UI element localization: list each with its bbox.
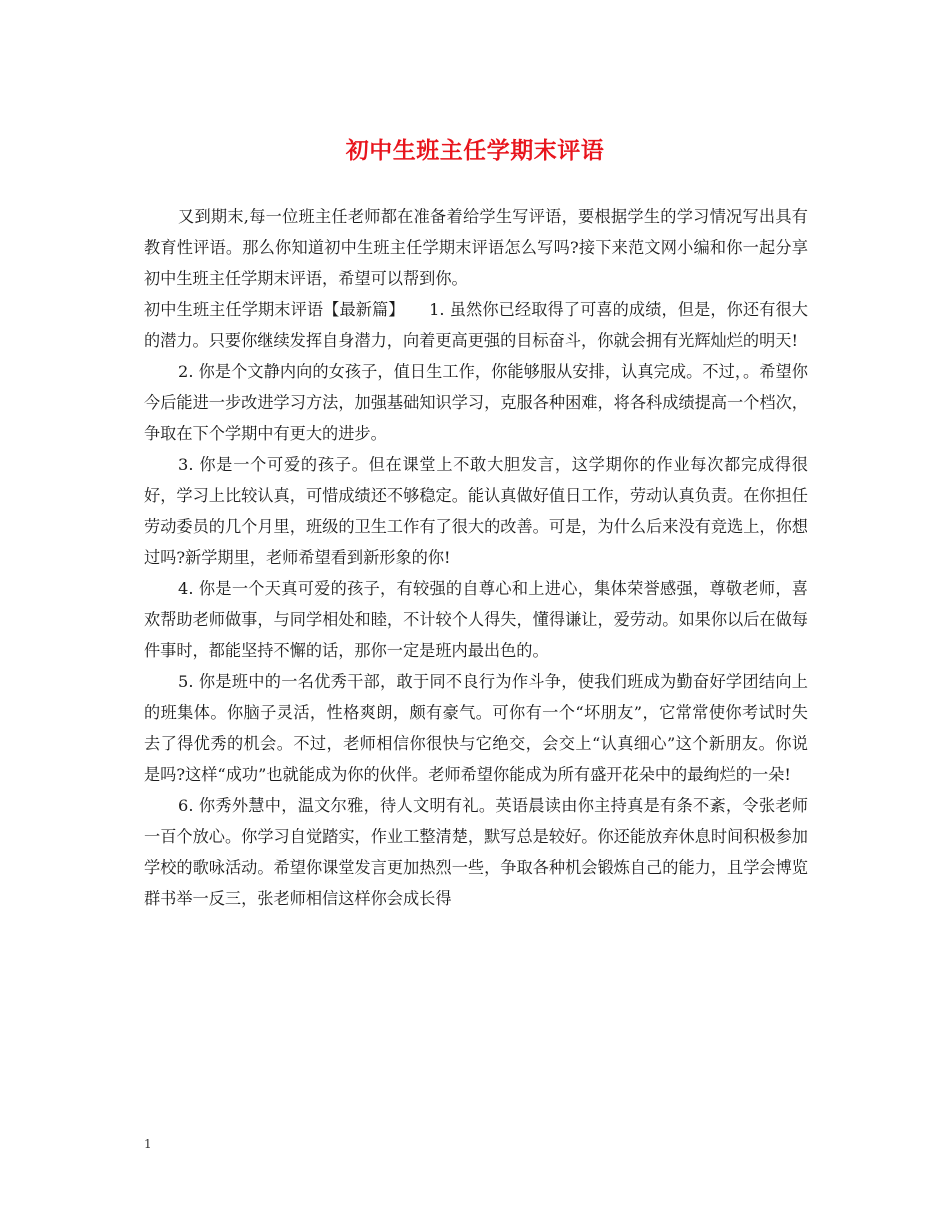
paragraph-item-6: 6. 你秀外慧中，温文尔雅，待人文明有礼。英语晨读由你主持真是有条不紊，令张老师一百个放心。你学习自觉踏实，作业工整清楚，默写总是较好。你还能放弃休息时间积极参加学校的歌咏活动。希望你课堂发言更加热烈一些，争取各种机会锻炼自己的能力，且学会博览群书举一反三，张老师相信这样你会成长得 (144, 796, 808, 908)
paragraph-item-3: 3. 你是一个可爱的孩子。但在课堂上不敢大胆发言，这学期你的作业每次都完成得很好，学习上比较认真，可惜成绩还不够稳定。能认真做好值日工作，劳动认真负责。在你担任劳动委员的几个月里，班级的卫生工作有了很大的改善。可是，为什么后来没有竞选上，你想过吗?新学期里，老师希望看到新形象的你! (144, 455, 808, 567)
paragraph-item-2: 2. 你是个文静内向的女孩子，值日生工作，你能够服从安排，认真完成。不过，。希望你今后能进一步改进学习方法，加强基础知识学习，克服各种困难，将各科成绩提高一个档次，争取在下个学期中有更大的进步。 (144, 362, 808, 443)
paragraph-item-4: 4. 你是一个天真可爱的孩子，有较强的自尊心和上进心，集体荣誉感强，尊敬老师，喜欢帮助老师做事，与同学相处和睦，不计较个人得失，懂得谦让，爱劳动。如果你以后在做每件事时，都能坚持不懈的话，那你一定是班内最出色的。 (144, 579, 808, 660)
paragraph-item-1: 初中生班主任学期末评语【最新篇】 1. 虽然你已经取得了可喜的成绩，但是，你还有很大的潜力。只要你继续发挥自身潜力，向着更高更强的目标奋斗，你就会拥有光辉灿烂的明天! (144, 300, 808, 350)
paragraph-intro: 又到期末,每一位班主任老师都在准备着给学生写评语，要根据学生的学习情况写出具有教育性评语。那么你知道初中生班主任学期末评语怎么写吗?接下来范文网小编和你一起分享初中生班主任学期末评语，希望可以帮到你。 (144, 207, 808, 288)
document-title: 初中生班主任学期末评语 (345, 137, 605, 164)
page-number: 1 (144, 1137, 152, 1151)
paragraph-item-5: 5. 你是班中的一名优秀干部，敢于同不良行为作斗争，使我们班成为勤奋好学团结向上的班集体。你脑子灵活，性格爽朗，颇有豪气。可你有一个“坏朋友”，它常常使你考试时失去了得优秀的机会。不过，老师相信你很快与它绝交，会交上“认真细心”这个新朋友。你说是吗?这样“成功”也就能成为你的伙伴。老师希望你能成为所有盛开花朵中的最绚烂的一朵! (144, 672, 808, 784)
document-body (144, 201, 808, 914)
